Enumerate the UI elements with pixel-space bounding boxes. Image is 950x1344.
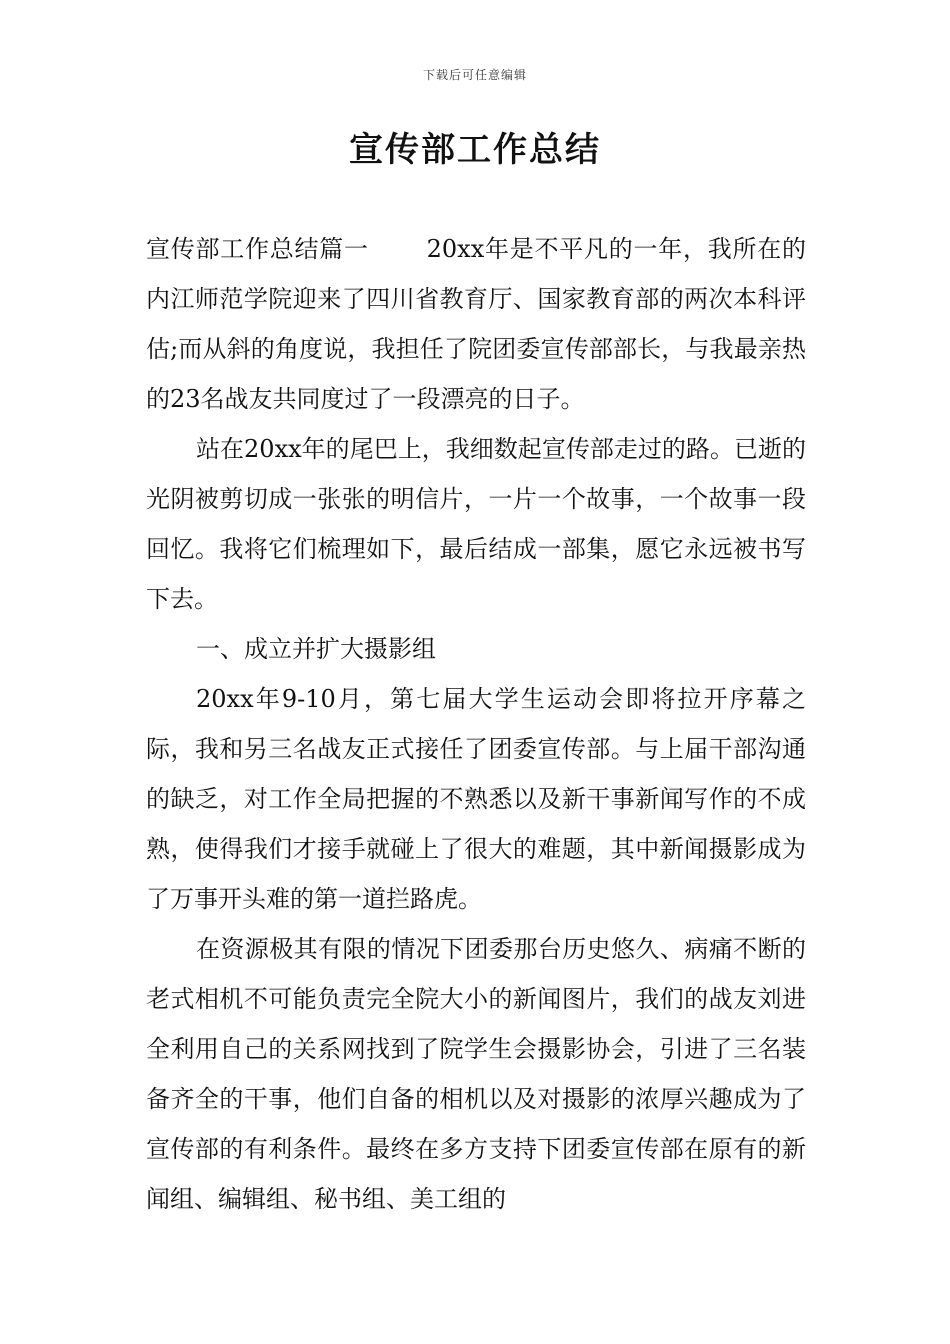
paragraph-1: 宣传部工作总结篇一 20xx年是不平凡的一年，我所在的内江师范学院迎来了四川省教育厅、国家教育部的两次本科评估;而从斜的角度说，我担任了院团委宣传部部长，与我最亲热的23名战友共同度过了一段漂亮的日子。 <box>146 235 806 413</box>
document-body <box>146 224 806 1224</box>
document-title: 宣传部工作总结 <box>349 130 601 170</box>
paragraph-2: 站在20xx年的尾巴上，我细数起宣传部走过的路。已逝的光阴被剪切成一张张的明信片，一片一个故事，一个故事一段回忆。我将它们梳理如下，最后结成一部集，愿它永远被书写下去。 <box>146 435 806 613</box>
paragraph-4: 在资源极其有限的情况下团委那台历史悠久、病痛不断的老式相机不可能负责完全院大小的新闻图片，我们的战友刘进全利用自己的关系网找到了院学生会摄影协会，引进了三名装备齐全的干事，他们自备的相机以及对摄影的浓厚兴趣成为了宣传部的有利条件。最终在多方支持下团委宣传部在原有的新闻组、编辑组、秘书组、美工组的 <box>146 935 806 1213</box>
paragraph-3: 20xx年9-10月，第七届大学生运动会即将拉开序幕之际，我和另三名战友正式接任了团委宣传部。与上届干部沟通的缺乏，对工作全局把握的不熟悉以及新干事新闻写作的不成熟，使得我们才接手就碰上了很大的难题，其中新闻摄影成为了万事开头难的第一道拦路虎。 <box>146 685 806 913</box>
header-note: 下载后可任意编辑 <box>422 68 527 82</box>
section-heading-1: 一、成立并扩大摄影组 <box>196 635 436 663</box>
